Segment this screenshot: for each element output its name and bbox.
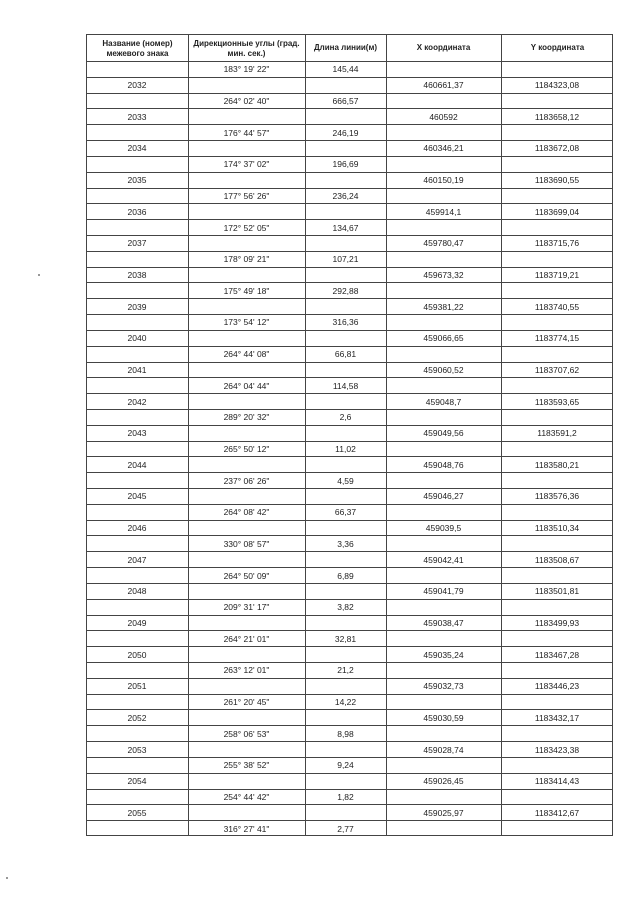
table-row-border: [86, 219, 613, 220]
length-cell: 21,2: [337, 665, 354, 676]
x-coordinate-cell: 459046,27: [423, 491, 464, 502]
table-row-border: [86, 535, 613, 536]
point-name-cell: 2039: [127, 301, 147, 312]
table-row-border: [86, 678, 613, 679]
length-cell: 6,89: [337, 570, 354, 581]
y-coordinate-cell: 1183591,2: [537, 428, 577, 439]
angle-cell: 178° 09' 21": [223, 254, 270, 265]
y-coordinate-cell: 1184323,08: [534, 80, 580, 91]
table-row-border: [86, 267, 613, 268]
table-row-border: [86, 124, 613, 125]
angle-cell: 177° 56' 26": [223, 190, 270, 201]
x-coordinate-cell: 459780,47: [423, 238, 464, 249]
point-name-cell: 2051: [127, 681, 147, 692]
angle-cell: 183° 19' 22": [223, 64, 270, 75]
point-name-cell: 2050: [127, 649, 147, 660]
x-coordinate-cell: 459049,56: [423, 428, 464, 439]
header-x: X координата: [416, 43, 471, 52]
table-row-border: [86, 156, 613, 157]
angle-cell: 173° 54' 12": [223, 317, 270, 328]
y-coordinate-cell: 1183414,43: [534, 776, 580, 787]
x-coordinate-cell: 460150,19: [423, 175, 464, 186]
scan-speck: [38, 274, 40, 276]
y-coordinate-cell: 1183690,55: [534, 175, 580, 186]
table-row-border: [86, 235, 613, 236]
point-name-cell: 2054: [127, 776, 147, 787]
point-name-cell: 2033: [127, 111, 147, 122]
x-coordinate-cell: 459035,24: [423, 649, 464, 660]
point-name-cell: 2042: [127, 396, 147, 407]
length-cell: 292,88: [332, 285, 359, 296]
table-row-border: [86, 804, 613, 805]
x-coordinate-cell: 459048,7: [425, 396, 462, 407]
angle-cell: 264° 21' 01": [223, 633, 270, 644]
point-name-cell: 2040: [127, 333, 147, 344]
angle-cell: 330° 08' 57": [223, 538, 270, 549]
point-name-cell: 2045: [127, 491, 147, 502]
length-cell: 1,82: [337, 791, 354, 802]
table-row-border: [86, 472, 613, 473]
table-row-border: [86, 599, 613, 600]
length-cell: 236,24: [332, 190, 359, 201]
table-row-border: [86, 330, 613, 331]
angle-cell: 264° 02' 40": [223, 96, 270, 107]
length-cell: 3,36: [337, 538, 354, 549]
angle-cell: 316° 27' 41": [223, 823, 270, 834]
x-coordinate-cell: 460346,21: [423, 143, 464, 154]
table-row-border: [86, 409, 613, 410]
length-cell: 66,81: [334, 349, 357, 360]
table-row-border: [86, 789, 613, 790]
table-row-border: [86, 520, 613, 521]
table-row-border: [86, 140, 613, 141]
point-name-cell: 2038: [127, 270, 147, 281]
angle-cell: 209° 31' 17": [223, 602, 270, 613]
length-cell: 3,82: [337, 602, 354, 613]
table-row-border: [86, 551, 613, 552]
x-coordinate-cell: 459041,79: [423, 586, 464, 597]
table-row-border: [86, 314, 613, 315]
angle-cell: 264° 50' 09": [223, 570, 270, 581]
angle-cell: 174° 37' 02": [223, 159, 270, 170]
table-row-border: [86, 694, 613, 695]
angle-cell: 289° 20' 32": [223, 412, 270, 423]
header-angles: Дирекционные углы (град. мин. сек.): [193, 39, 300, 58]
table-row-border: [86, 393, 613, 394]
table-row-border: [86, 773, 613, 774]
table-row-border: [86, 377, 613, 378]
y-coordinate-cell: 1183467,28: [534, 649, 580, 660]
length-cell: 316,36: [332, 317, 359, 328]
table-row-border: [86, 108, 613, 109]
point-name-cell: 2044: [127, 459, 147, 470]
length-cell: 196,69: [332, 159, 359, 170]
x-coordinate-cell: 459026,45: [423, 776, 464, 787]
x-coordinate-cell: 459025,97: [423, 807, 464, 818]
angle-cell: 264° 08' 42": [223, 507, 270, 518]
point-name-cell: 2047: [127, 554, 147, 565]
table-row-border: [86, 425, 613, 426]
x-coordinate-cell: 459030,59: [423, 712, 464, 723]
angle-cell: 264° 44' 08": [223, 349, 270, 360]
y-coordinate-cell: 1183576,36: [534, 491, 580, 502]
y-coordinate-cell: 1183774,15: [534, 333, 580, 344]
y-coordinate-cell: 1183508,67: [534, 554, 580, 565]
x-coordinate-cell: 459038,47: [423, 617, 464, 628]
x-coordinate-cell: 459028,74: [423, 744, 464, 755]
x-coordinate-cell: 459032,73: [423, 681, 464, 692]
y-coordinate-cell: 1183499,93: [534, 617, 580, 628]
length-cell: 66,37: [334, 507, 357, 518]
length-cell: 114,58: [332, 380, 359, 391]
table-row-border: [86, 835, 613, 836]
x-coordinate-cell: 459914,1: [425, 206, 462, 217]
length-cell: 666,57: [332, 96, 359, 107]
angle-cell: 254° 44' 42": [223, 791, 270, 802]
table-row-border: [86, 172, 613, 173]
y-coordinate-cell: 1183719,21: [534, 270, 580, 281]
table-row-border: [86, 583, 613, 584]
x-coordinate-cell: 459673,32: [423, 270, 464, 281]
x-coordinate-cell: 459381,22: [423, 301, 464, 312]
header-length: Длина линии(м): [313, 43, 378, 52]
y-coordinate-cell: 1183412,67: [534, 807, 580, 818]
y-coordinate-cell: 1183658,12: [534, 111, 580, 122]
table-row-border: [86, 709, 613, 710]
table-row-border: [86, 282, 613, 283]
y-coordinate-cell: 1183432,17: [534, 712, 580, 723]
angle-cell: 263° 12' 01": [223, 665, 270, 676]
angle-cell: 237° 06' 26": [223, 475, 270, 486]
table-row-border: [86, 441, 613, 442]
table-row-border: [86, 61, 613, 62]
table-row-border: [86, 93, 613, 94]
coordinates-table: [86, 34, 613, 836]
angle-cell: 176° 44' 57": [223, 127, 270, 138]
point-name-cell: 2055: [127, 807, 147, 818]
point-name-cell: 2037: [127, 238, 147, 249]
angle-cell: 258° 06' 53": [223, 728, 270, 739]
table-row-border: [86, 646, 613, 647]
point-name-cell: 2046: [127, 523, 147, 534]
header-y: Y координата: [530, 43, 585, 52]
table-row-border: [86, 456, 613, 457]
length-cell: 145,44: [332, 64, 359, 75]
angle-cell: 261° 20' 45": [223, 697, 270, 708]
table-row-border: [86, 203, 613, 204]
x-coordinate-cell: 460661,37: [423, 80, 464, 91]
x-coordinate-cell: 459048,76: [423, 459, 464, 470]
x-coordinate-cell: 459039,5: [425, 523, 462, 534]
point-name-cell: 2034: [127, 143, 147, 154]
table-row-border: [86, 362, 613, 363]
table-row-border: [86, 488, 613, 489]
point-name-cell: 2043: [127, 428, 147, 439]
y-coordinate-cell: 1183510,34: [534, 523, 580, 534]
x-coordinate-cell: 460592: [429, 111, 458, 122]
table-row-border: [86, 251, 613, 252]
x-coordinate-cell: 459042,41: [423, 554, 464, 565]
angle-cell: 172° 52' 05": [223, 222, 270, 233]
table-row-border: [86, 567, 613, 568]
table-row-border: [86, 298, 613, 299]
y-coordinate-cell: 1183580,21: [534, 459, 580, 470]
y-coordinate-cell: 1183672,08: [534, 143, 580, 154]
header-name: Название (номер) межевого знака: [102, 39, 173, 58]
point-name-cell: 2035: [127, 175, 147, 186]
length-cell: 134,67: [332, 222, 359, 233]
point-name-cell: 2052: [127, 712, 147, 723]
y-coordinate-cell: 1183446,23: [534, 681, 580, 692]
table-row-border: [86, 615, 613, 616]
length-cell: 32,81: [334, 633, 357, 644]
x-coordinate-cell: 459066,65: [423, 333, 464, 344]
y-coordinate-cell: 1183707,62: [534, 364, 580, 375]
table-row-border: [86, 77, 613, 78]
y-coordinate-cell: 1183715,76: [534, 238, 580, 249]
scan-speck: [6, 877, 8, 879]
y-coordinate-cell: 1183593,65: [534, 396, 580, 407]
length-cell: 11,02: [335, 444, 356, 454]
table-row-border: [86, 741, 613, 742]
table-row-border: [86, 630, 613, 631]
angle-cell: 265° 50' 12": [223, 444, 270, 454]
y-coordinate-cell: 1183501,81: [534, 586, 580, 597]
table-row-border: [86, 188, 613, 189]
length-cell: 8,98: [337, 728, 354, 739]
point-name-cell: 2053: [127, 744, 147, 755]
x-coordinate-cell: 459060,52: [423, 364, 464, 375]
table-column-border: [188, 34, 189, 836]
angle-cell: 255° 38' 52": [223, 760, 270, 771]
angle-cell: 175° 49' 18": [223, 285, 270, 296]
point-name-cell: 2049: [127, 617, 147, 628]
length-cell: 9,24: [337, 760, 354, 771]
table-column-border: [612, 34, 613, 836]
length-cell: 2,77: [337, 823, 354, 834]
table-row-border: [86, 346, 613, 347]
table-row-border: [86, 820, 613, 821]
point-name-cell: 2032: [127, 80, 147, 91]
length-cell: 107,21: [332, 254, 359, 265]
point-name-cell: 2036: [127, 206, 147, 217]
angle-cell: 264° 04' 44": [223, 380, 270, 391]
length-cell: 14,22: [334, 697, 357, 708]
y-coordinate-cell: 1183423,38: [534, 744, 580, 755]
length-cell: 4,59: [337, 475, 354, 486]
table-column-border: [305, 34, 306, 836]
table-row-border: [86, 504, 613, 505]
point-name-cell: 2048: [127, 586, 147, 597]
length-cell: 2,6: [339, 412, 352, 423]
y-coordinate-cell: 1183699,04: [534, 206, 580, 217]
table-row-border: [86, 662, 613, 663]
table-row-border: [86, 34, 613, 35]
point-name-cell: 2041: [127, 364, 147, 375]
table-row-border: [86, 725, 613, 726]
y-coordinate-cell: 1183740,55: [534, 301, 580, 312]
length-cell: 246,19: [332, 127, 359, 138]
table-row-border: [86, 757, 613, 758]
